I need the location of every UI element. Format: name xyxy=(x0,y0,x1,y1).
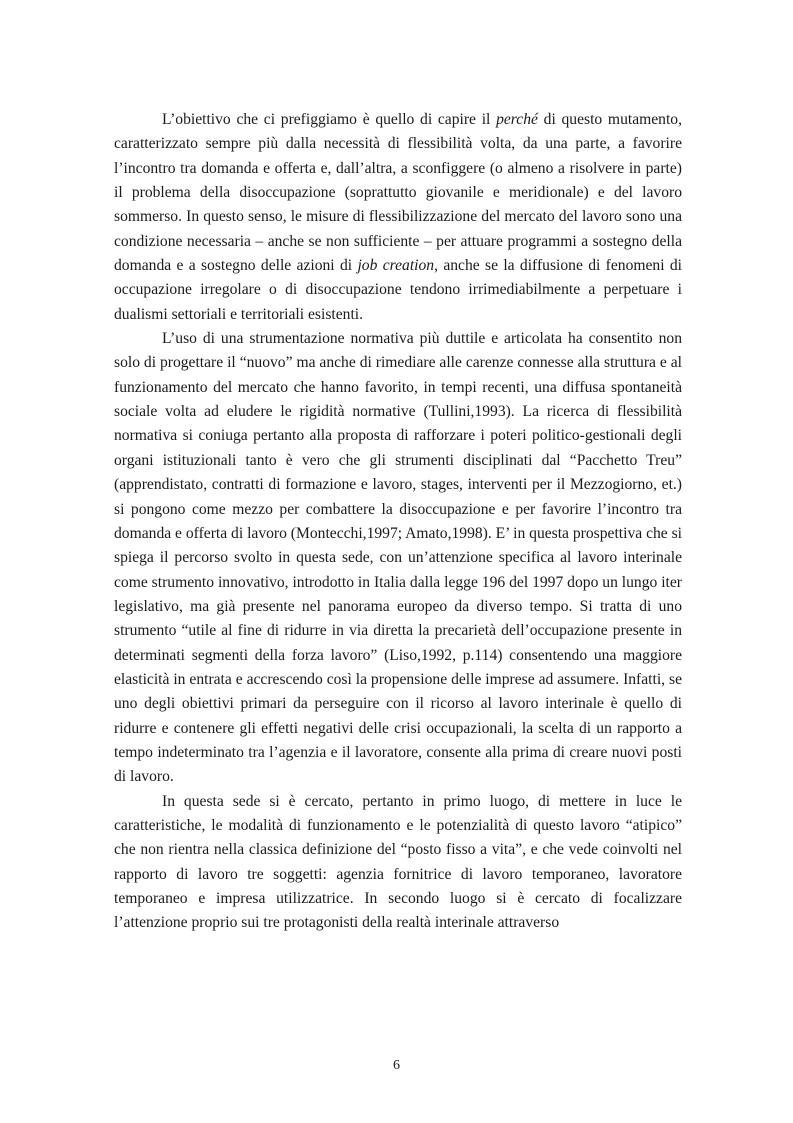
paragraph-1-italic-perche: perché xyxy=(496,111,538,128)
paragraph-2-text: L’uso di una strumentazione normativa più duttile e articolata ha consentito non solo di progettare il “nuovo” ma anche di rimediare alle carenze connesse alla struttura e al funzionamento del mercato che hanno favorito, in tempi recenti, una diffusa spontaneità sociale volta ad eludere le rigidità normative (Tullini,1993). La ricerca di flessibilità normativa si coniuga pertanto alla proposta di rafforzare i poteri politico-gestionali degli organi istituzionali tanto è vero che gli strumenti disciplinati dal “Pacchetto Treu” (apprendistato, contratti di formazione e lavoro, stages, interventi per il Mezzogiorno, et.) si pongono come mezzo per combattere la disoccupazione e per favorire l’incontro tra domanda e offerta di lavoro (Montecchi,1997; Amato,1998). E’ in questa prospettiva che si spiega il percorso svolto in questa sede, con un’attenzione specifica al lavoro interinale come strumento innovativo, introdotto in Italia dalla legge 196 del 1997 dopo un lungo iter legislativo, ma già presente nel panorama europeo da diverso tempo. Si tratta di uno strumento “utile al fine di ridurre in via diretta la precarietà dell’occupazione presente in determinati segmenti della forza lavoro” (Liso,1992, p.114) consentendo una maggiore elasticità in entrata e accrescendo così la propensione delle imprese ad assumere. Infatti, se uno degli obiettivi primari da perseguire con il ricorso al lavoro interinale è quello di ridurre e contenere gli effetti negativi delle crisi occupazionali, la scelta di un rapporto a tempo indeterminato tra l’agenzia e il lavoratore, consente alla prima di creare nuovi posti di lavoro. xyxy=(114,330,683,786)
paragraph-2 xyxy=(114,327,682,790)
paragraph-1-text-2: di questo mutamento, caratterizzato sempre più dalla necessità di flessibilità volta, da una parte, a favorire l’incontro tra domanda e offerta e, dall’altra, a sconfiggere (o almeno a risolvere in parte) il problema della disoccupazione (soprattutto giovanile e meridionale) e del lavoro sommerso. In questo senso, le misure di flessibilizzazione del mercato del lavoro sono una condizione necessaria – anche se non sufficiente – per attuare programmi a sostegno della domanda e a sostegno delle azioni di xyxy=(114,111,682,275)
paragraph-3-text: In questa sede si è cercato, pertanto in primo luogo, di mettere in luce le caratteristiche, le modalità di funzionamento e le potenzialità di questo lavoro “atipico” che non rientra nella classica definizione del “posto fisso a vita”, e che vede coinvolti nel rapporto di lavoro tre soggetti: agenzia fornitrice di lavoro temporaneo, lavoratore temporaneo e impresa utilizzatrice. In secondo luogo si è cercato di focalizzare l’attenzione proprio sui tre protagonisti della realtà interinale attraverso xyxy=(114,792,682,932)
document-page xyxy=(114,108,682,936)
paragraph-1-italic-job-creation: job creation xyxy=(357,257,435,275)
page-number: 6 xyxy=(393,1058,400,1073)
paragraph-1-text-3: , anche se la diffusione di fenomeni di occupazione irregolare o di disoccupazione tendono irrimediabilmente a perpetuare i dualismi settoriali e territoriali esistenti. xyxy=(114,257,683,323)
paragraph-3 xyxy=(114,790,682,936)
paragraph-1-text-1: L’obiettivo che ci prefiggiamo è quello di capire il xyxy=(162,111,497,128)
paragraph-1 xyxy=(114,108,682,327)
